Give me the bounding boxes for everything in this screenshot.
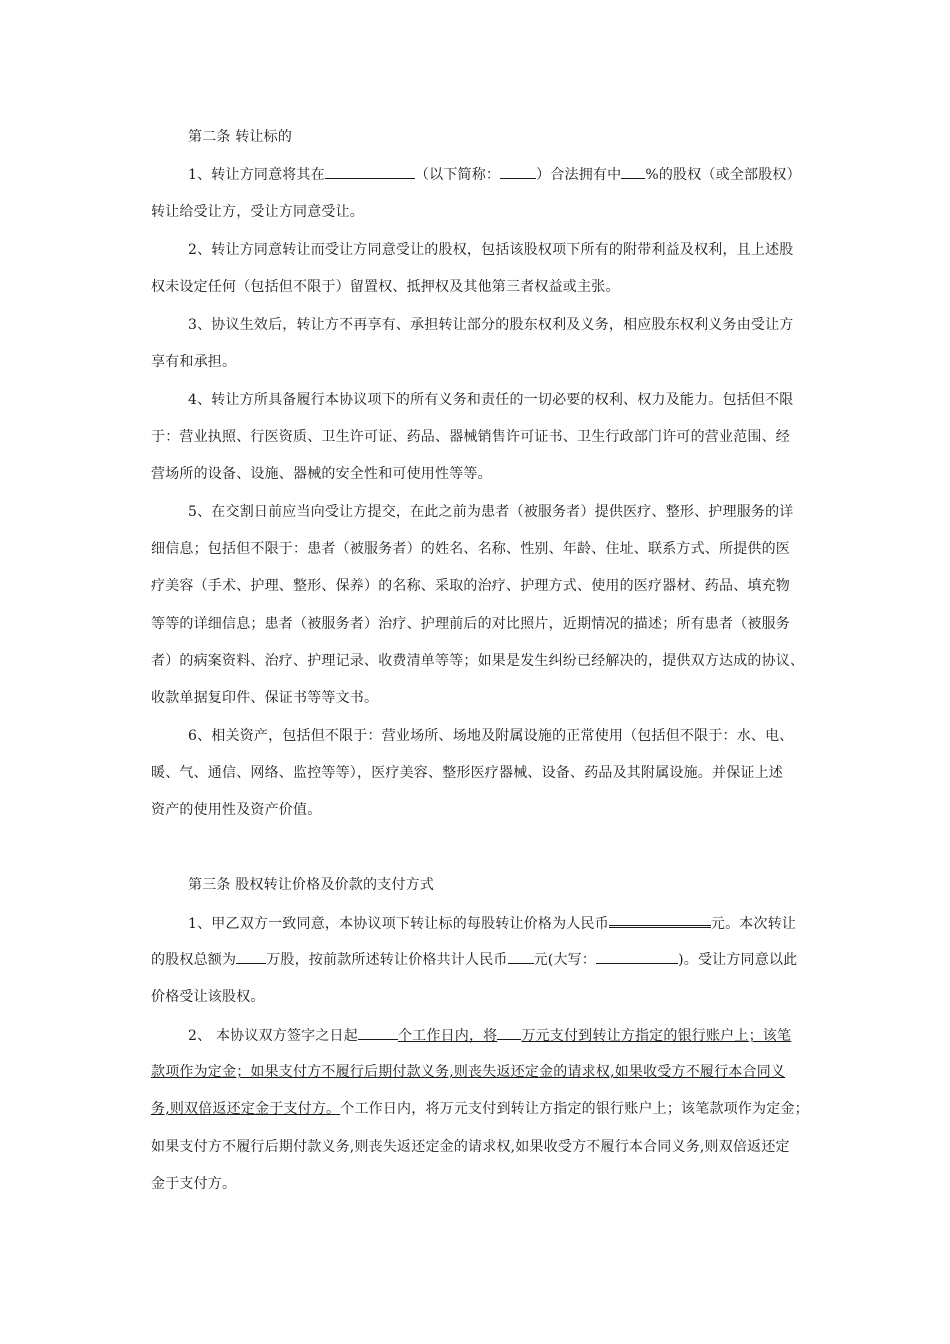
article-2-clause-3-line-2: 享有和承担。 (151, 354, 237, 370)
article-2-heading: 第二条 转让标的 (188, 129, 293, 145)
article-2-clause-4-line-2: 于：营业执照、行医资质、卫生许可证、药品、器械销售许可证书、卫生行政部门许可的营业范围、经 (151, 429, 790, 445)
price-per-share-blank (609, 912, 711, 928)
article-2-clause-4-line-3: 营场所的设备、设施、器械的安全性和可使用性等等。 (151, 466, 492, 482)
total-shares-blank (236, 949, 266, 964)
amount-in-words-blank (596, 949, 678, 964)
deposit-amount-blank (497, 1025, 521, 1040)
article-2-clause-3-line-1: 3、协议生效后，转让方不再享有、承担转让部分的股东权利及义务，相应股东权利义务由受让方 (188, 317, 794, 333)
article-2-clause-6-line-3: 资产的使用性及资产价值。 (151, 802, 322, 818)
article-2-clause-5-line-1: 5、在交割日前应当向受让方提交，在此之前为患者（被服务者）提供医疗、整形、护理服务的详 (188, 504, 794, 520)
article-2-clause-4-line-1: 4、转让方所具备履行本协议项下的所有义务和责任的一切必要的权利、权力及能力。包括但不限 (188, 392, 794, 408)
article-2-clause-5-line-3: 疗美容（手术、护理、整形、保养）的名称、采取的治疗、护理方式、使用的医疗器材、药品、填充物 (151, 578, 790, 594)
article-3-clause-2-line-1: 2、 本协议双方签字之日起 个工作日内，将 万元支付到转让方指定的银行账户上；该笔 (188, 1025, 791, 1046)
article-3-clause-1-line-1: 1、甲乙双方一致同意，本协议项下转让标的每股转让价格为人民币 元。本次转让 (188, 912, 796, 934)
working-days-blank (358, 1025, 398, 1040)
percentage-blank (621, 164, 645, 179)
article-3-clause-2-line-3: 务,则双倍返还定金于支付方。个工作日内，将万元支付到转让方指定的银行账户上；该笔款项作为定金； (151, 1101, 809, 1117)
article-3-clause-2-line-5: 金于支付方。 (151, 1176, 237, 1192)
article-2-clause-5-line-4: 等等的详细信息；患者（被服务者）治疗、护理前后的对比照片，近期情况的描述；所有患者（被服务 (151, 616, 790, 632)
article-3-clause-1-line-3: 价格受让该股权。 (151, 989, 265, 1005)
company-name-blank (325, 164, 415, 179)
article-2-clause-2-line-2: 权未设定任何（包括但不限于）留置权、抵押权及其他第三者权益或主张。 (151, 279, 620, 295)
article-2-clause-1-line-2: 转让给受让方，受让方同意受让。 (151, 204, 364, 220)
total-amount-blank (508, 949, 534, 964)
short-name-blank (500, 164, 536, 179)
article-2-clause-5-line-6: 收款单据复印件、保证书等等文书。 (151, 690, 379, 706)
article-3-clause-2-line-4: 如果支付方不履行后期付款义务,则丧失返还定金的请求权,如果收受方不履行本合同义务,则双倍返还定 (151, 1139, 790, 1155)
article-2-clause-6-line-1: 6、相关资产，包括但不限于：营业场所、场地及附属设施的正常使用（包括但不限于：水、电、 (188, 728, 794, 744)
article-3-clause-1-line-2: 的股权总额为 万股，按前款所述转让价格共计人民币 元(大写： )。受让方同意以此 (151, 949, 797, 970)
article-3-heading: 第三条 股权转让价格及价款的支付方式 (188, 877, 435, 893)
article-2-clause-6-line-2: 暖、气、通信、网络、监控等等），医疗美容、整形医疗器械、设备、药品及其附属设施。并保证上述 (151, 765, 783, 781)
article-2-clause-2-line-1: 2、转让方同意转让而受让方同意受让的股权，包括该股权项下所有的附带利益及权利，且上述股 (188, 242, 794, 258)
article-3-clause-2-line-2: 款项作为定金；如果支付方不履行后期付款义务,则丧失返还定金的请求权,如果收受方不履行本合同义 (151, 1064, 786, 1080)
article-2-clause-5-line-2: 细信息；包括但不限于：患者（被服务者）的姓名、名称、性别、年龄、住址、联系方式、所提供的医 (151, 541, 790, 557)
article-2-clause-1-line-1: 1、转让方同意将其在 （以下简称： ）合法拥有中 %的股权（或全部股权） (188, 164, 801, 185)
article-2-clause-5-line-5: 者）的病案资料、治疗、护理记录、收费清单等等；如果是发生纠纷已经解决的，提供双方达成的协议、 (151, 653, 805, 669)
